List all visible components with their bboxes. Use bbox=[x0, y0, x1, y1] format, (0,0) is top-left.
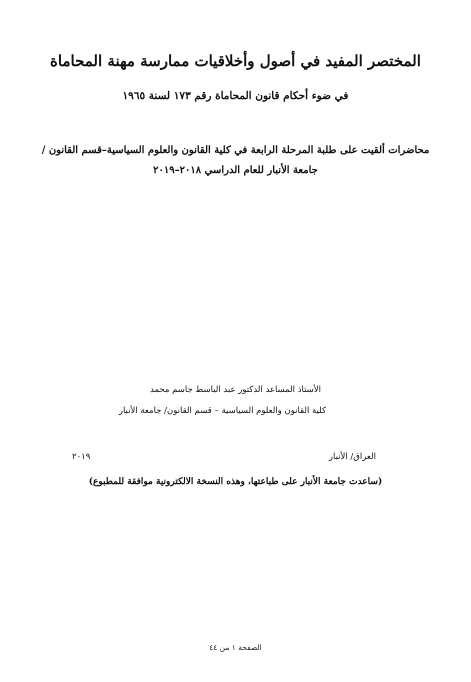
publication-place: العراق/ الأنبار bbox=[328, 452, 376, 462]
publication-year: ٢٠١٩ bbox=[72, 452, 91, 462]
lecture-description-line-1: محاضرات ألقيت على طلبة المرحلة الرابعة في كلية القانون والعلوم السياسية–قسم القانون / bbox=[41, 145, 430, 156]
author-affiliation: كلية القانون والعلوم السياسية – قسم القانون/ جامعة الأنبار bbox=[118, 406, 326, 416]
page-number-footer: الصفحة ١ من ٤٤ bbox=[209, 643, 262, 652]
lecture-description-line-2: جامعة الأنبار للعام الدراسي ٢٠١٨–٢٠١٩ bbox=[153, 165, 318, 176]
document-subtitle: في ضوء أحكام قانون المحاماة رقم ١٧٣ لسنة ١٩٦٥ bbox=[122, 90, 349, 102]
document-title: المختصر المفيد في أصول وأخلاقيات ممارسة مهنة المحاماة bbox=[50, 52, 421, 70]
printing-note: (ساعدت جامعة الأنبار على طباعتها، وهذه النسخة الالكترونية موافقة للمطبوع) bbox=[88, 477, 383, 487]
author-name: الأستاذ المساعد الدكتور عبد الباسط جاسم محمد bbox=[149, 385, 321, 395]
